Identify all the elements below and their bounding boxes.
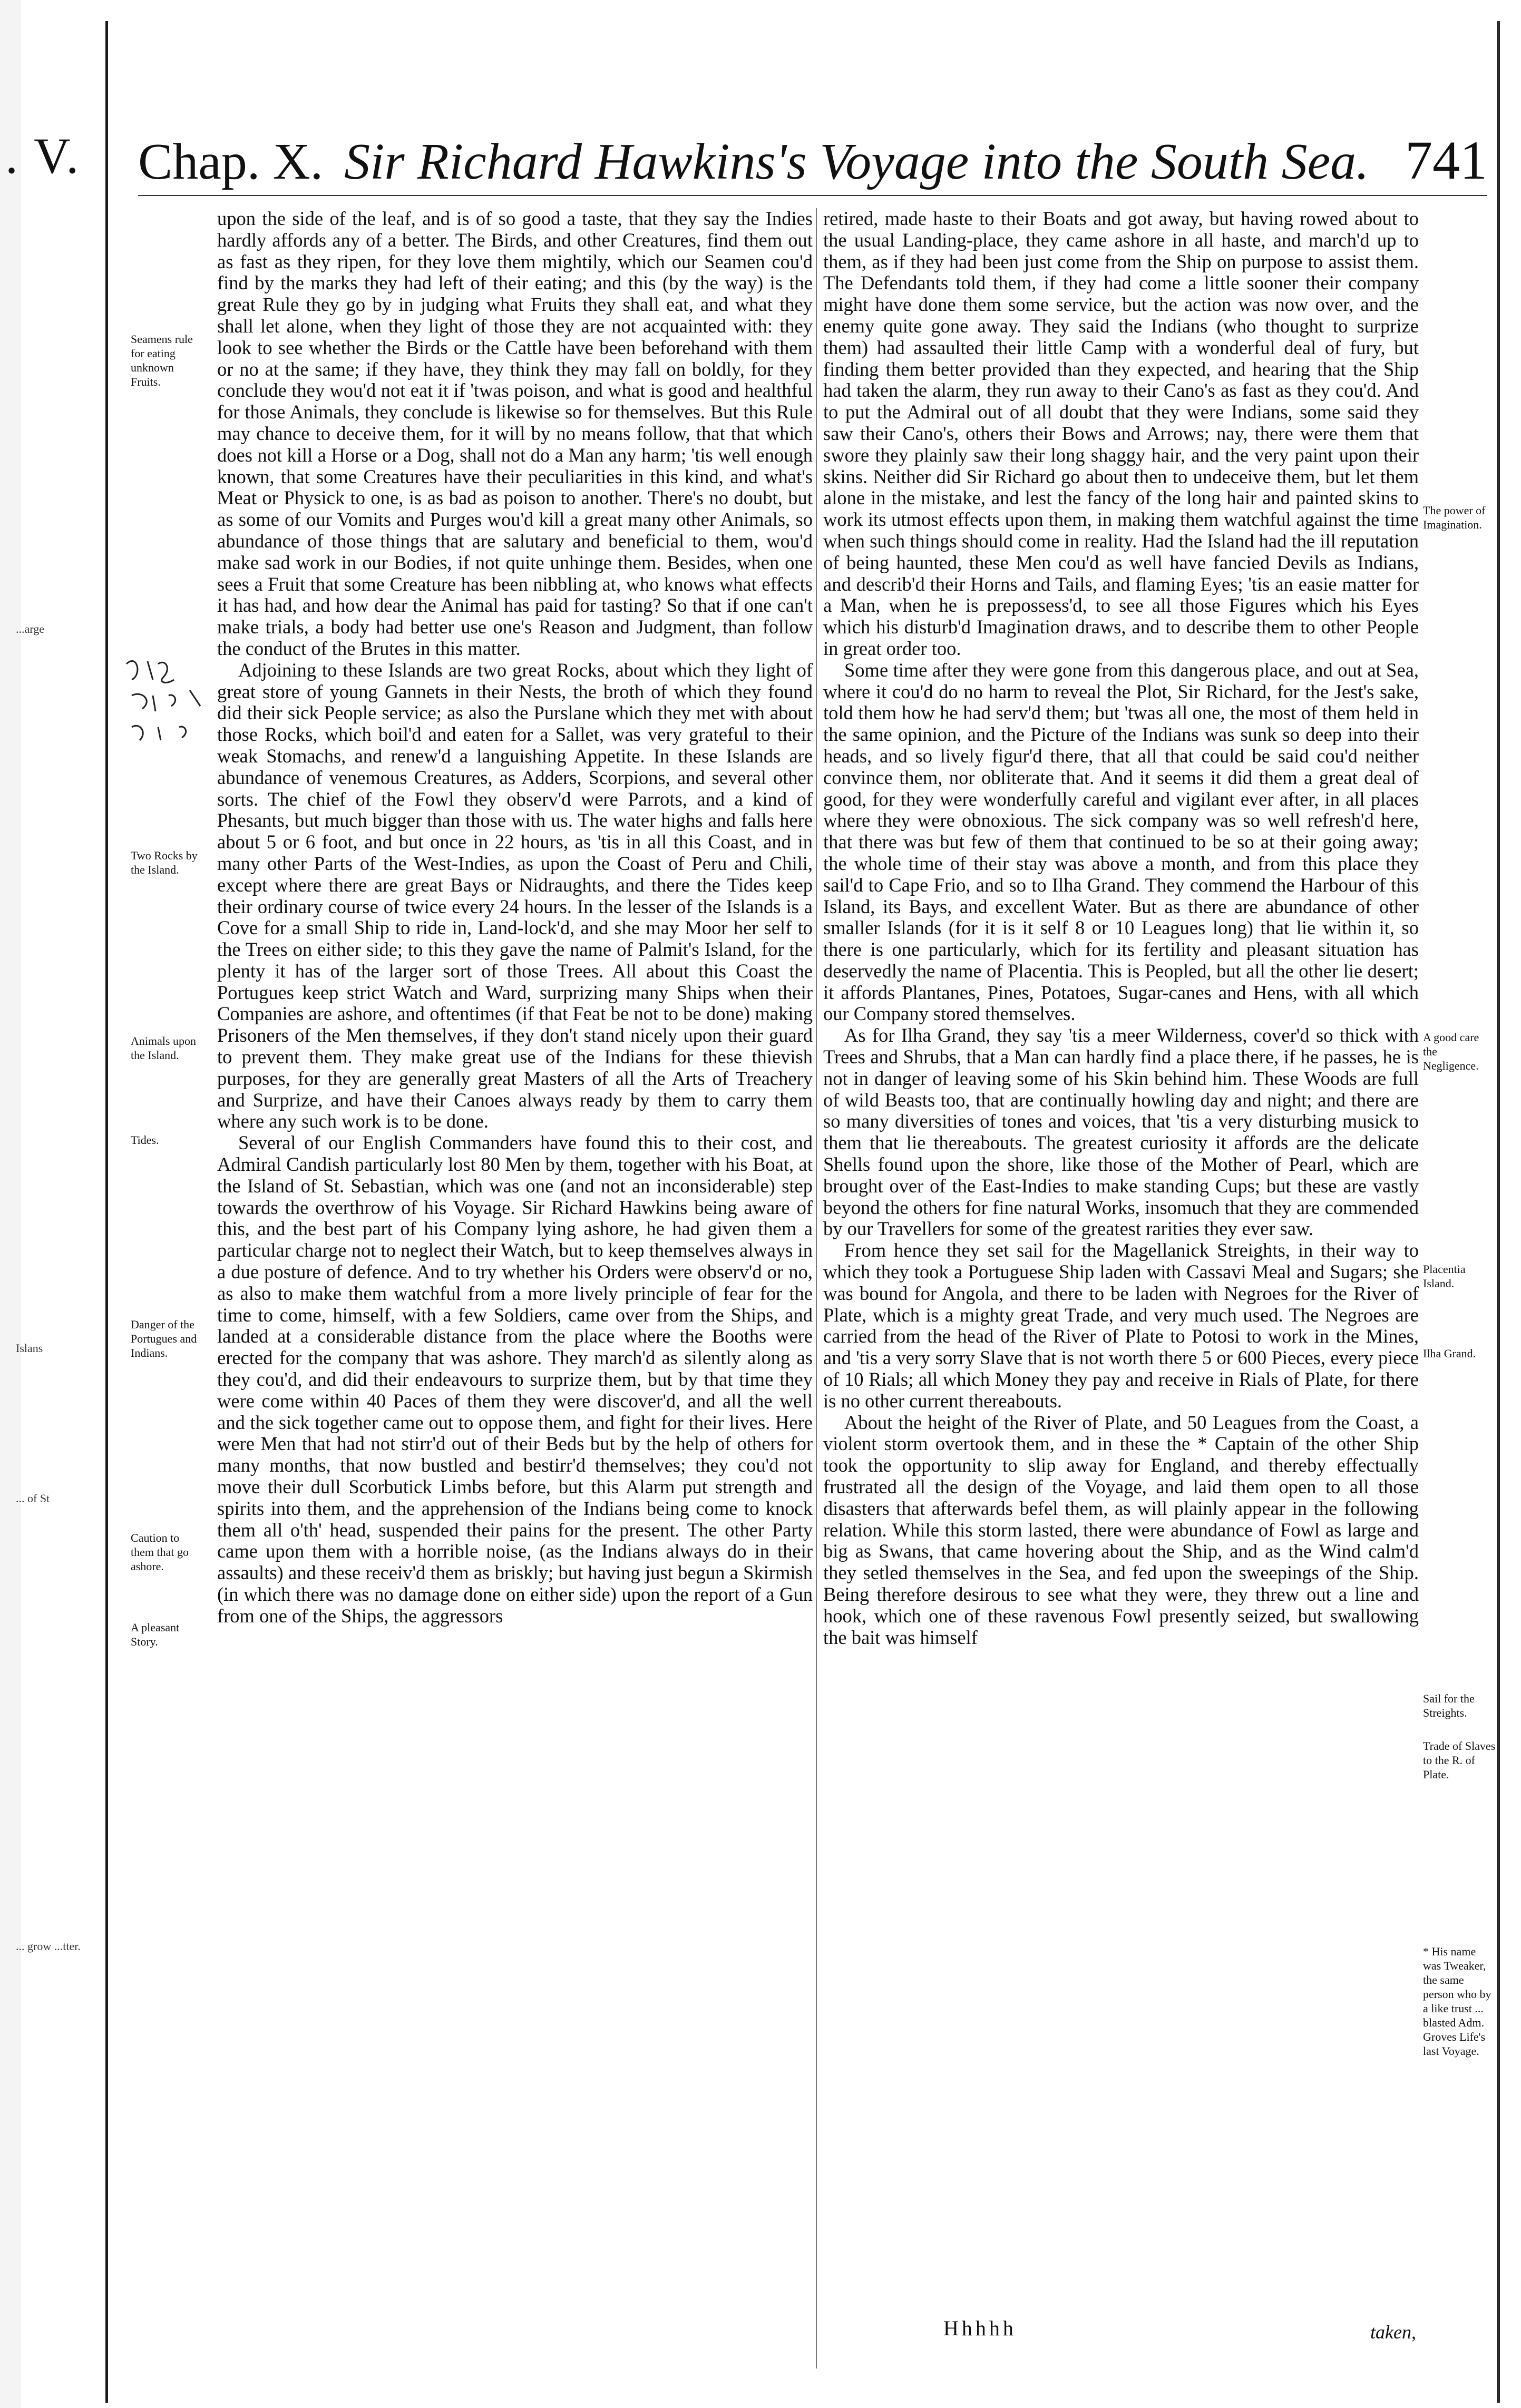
left-text-column <box>217 208 813 1627</box>
paragraph: As for Ilha Grand, they say 'tis a meer Wilderness, cover'd so thick with Trees and Shrubs, that a Man can hardly find a place there, if he passes, he is not in danger of leaving some of his Skin behind him. These Woods are full of wild Beasts too, that are continually howling day and night; and there are so many diversities of tones and voices, that 'tis a very disturbing musick to them that lie thereabouts. The greatest curiosity it affords are the delicate Shells found upon the shore, like those of the Mother of Pearl, which are brought over of the East-Indies to make standing Cups; but these are vastly beyond the others for fine natural Works, insomuch that they are commended by our Travellers for some of the greatest rarities they ever saw. <box>823 1024 1419 1240</box>
margin-note: A pleasant Story. <box>131 1621 180 1648</box>
margin-note: Placentia Island. <box>1423 1262 1466 1290</box>
margin-note: Seamens rule for eating unknown Fruits. <box>131 332 193 388</box>
left-stub: ...arge <box>16 622 44 635</box>
margin-note: Ilha Grand. <box>1423 1347 1476 1360</box>
header-rule <box>138 195 1487 196</box>
margin-note: A good care the Negligence. <box>1423 1031 1479 1072</box>
handwritten-annotation <box>121 653 216 759</box>
chapter-label: Chap. X. <box>138 133 324 190</box>
running-title: Sir Richard Hawkins's Voyage into the South Sea. <box>344 133 1369 190</box>
column-divider <box>816 208 817 2368</box>
margin-note: * His name was Tweaker, the same person who by a like trust ... blasted Adm. Groves Life's last Voyage. <box>1423 1945 1491 2058</box>
margin-note: Caution to them that go ashore. <box>131 1531 189 1573</box>
paragraph: Some time after they were gone from this dangerous place, and out at Sea, where it cou'd do no harm to reveal the Plot, Sir Richard, for the Jest's sake, told them how he had serv'd them; but 'twas all one, the most of them held in the same opinion, and the Picture of the Indians was sunk so deep into their heads, and so lively figur'd there, that all that could be said cou'd neither convince them, nor obliterate that. And it seems it did them a great deal of good, for they were wonderfully careful and vigilant ever after, in all places where they were obnoxious. The sick company was so well refresh'd here, that there was but few of them that continued to be so at their going away; the whole time of their stay was above a month, and from this place they sail'd to Cape Frio, and so to Ilha Grand. They commend the Harbour of this Island, its Bays, and excellent Water. But as there are abundance of other smaller Islands (for it is it self 8 or 10 Leagues long) that lie within it, so there is one particularly, which for its fertility and pleasant situation has deservedly the name of Placentia. This is Peopled, but all the other lie desert; it affords Plantanes, Pines, Potatoes, Sugar-canes and Hens, with all which our Company stored themselves. <box>823 659 1419 1025</box>
margin-note: Two Rocks by the Island. <box>131 849 198 876</box>
paragraph: retired, made haste to their Boats and got away, but having rowed about to the usual Landing-place, they came ashore in all haste, and march'd up to them, as if they had been just come from the Ship on purpose to assist them. The Defendants told them, if they had come a little sooner their company might have done them some service, but the action was now over, and the enemy quite gone away. They said the Indians (who thought to surprize them) had assaulted their little Camp with a wonderful deal of fury, but finding them better provided than they expected, and hearing that the Ship had taken the alarm, they run away to their Cano's as fast as they cou'd. And to put the Admiral out of all doubt that they were Indians, some said they saw their Cano's, others their Bows and Arrows; nay, there were them that swore they plainly saw their long shaggy hair, and the very paint upon their skins. Neither did Sir Richard go about then to undeceive them, but let them alone in the mistake, and lest the fancy of the long hair and painted skins to work its utmost effects upon them, in making them watchful against the time when such things should come in reality. Had the Island had the ill reputation of being haunted, these Men cou'd as well have fancied Devils as Indians, and describ'd their Horns and Tails, and flaming Eyes; 'tis an easie matter for a Man, when he is prepossess'd, to see all those Figures which his Eyes which his disturb'd Imagination draws, and to describe them to other People in great order too. <box>823 208 1419 659</box>
margin-note: Tides. <box>131 1133 159 1147</box>
margin-note: Sail for the Streights. <box>1423 1692 1475 1719</box>
right-text-column <box>823 208 1419 1648</box>
left-stub: Islans <box>16 1342 43 1355</box>
margin-note: The power of Imagination. <box>1423 504 1486 531</box>
margin-note: Animals upon the Island. <box>131 1034 197 1062</box>
signature-mark: Hhhhh <box>943 2316 1017 2340</box>
paragraph: Adjoining to these Islands are two great Rocks, about which they light of great store of young Gannets in their Nests, the broth of which they found did their sick People service; as also the Purslane which they met with about those Rocks, which boil'd and eaten for a Sallet, was very grateful to their weak Stomachs, and renew'd a languishing Appetite. In these Islands are abundance of venemous Creatures, as Adders, Scorpions, and several other sorts. The chief of the Fowl they observ'd were Parrots, and a kind of Phesants, but much bigger than those with us. The water highs and falls here about 5 or 6 foot, and but once in 22 hours, as 'tis in all this Coast, and in many other Parts of the West-Indies, as upon the Coast of Peru and Chili, except where there are great Bays or Nidraughts, and there the Tides keep their ordinary course of twice every 24 hours. In the lesser of the Islands is a Cove for a small Ship to ride in, Land-lock'd, and she may Moor her self to the Trees on either side; to this they gave the name of Palmit's Island, for the plenty it has of the larger sort of those Trees. All about this Coast the Portugues keep strict Watch and Ward, surprizing many Ships when their Companies are ashore, and oftentimes (if that Feat be not to be done) making Prisoners of the Men themselves, if they don't stand nicely upon their guard to prevent them. They make great use of the Indians for these thievish purposes, for they are generally great Masters of all the Arts of Treachery and Surprize, and have their Canoes always ready by them to carry them where any such work is to be done. <box>217 659 813 1132</box>
paragraph: About the height of the River of Plate, and 50 Leagues from the Coast, a violent storm overtook them, and in these the * Captain of the other Ship took the opportunity to slip away for England, and thereby effectually frustrated all the design of the Voyage, and laid them open to all those disasters that afterwards befel them, as will plainly appear in the following relation. While this storm lasted, there were abundance of Fowl as large and big as Swans, that came hovering about the Ship, and as the Wind calm'd they setled themselves in the Sea, and fed upon the sweepings of the Ship. Being therefore desirous to see what they were, they threw out a line and hook, which one of these ravenous Fowl presently seized, but swallowing the bait was himself <box>823 1411 1419 1648</box>
left-stub: ... grow ...tter. <box>16 1940 81 1953</box>
paragraph: From hence they set sail for the Magellanick Streights, in their way to which they took a Portuguese Ship laden with Cassavi Meal and Sugars; she was bound for Angola, and there to be laden with Negroes for the River of Plate, which is a mighty great Trade, and very much used. The Negroes are carried from the head of the River of Plate to Potosi to work in the Mines, and 'tis a very sorry Slave that is not worth there 5 or 600 Pieces, every piece of 10 Rials; all which Money they pay and receive in Rials of Plate, for there is no other current thereabouts. <box>823 1239 1419 1412</box>
running-header <box>138 129 1487 192</box>
left-frame-line <box>105 21 108 2403</box>
paragraph: upon the side of the leaf, and is of so good a taste, that they say the Indies hardly affords any of a better. The Birds, and other Creatures, find them out as fast as they ripen, for they love them mightily, which our Seamen cou'd find by the marks they had left of their eating; and this (by the way) is the great Rule they go by in judging what Fruits they shall eat, and what they shall let alone, when they light of those they are not acquainted with: they look to see whether the Birds or the Cattle have been beforehand with them or no at the same; if they have, they think they may fall on boldly, for they conclude they wou'd not eat it if 'twas poison, and what is good and healthful for those Animals, they conclude is likewise so for themselves. But this Rule may chance to deceive them, for it will by no means follow, that that which does not kill a Horse or a Dog, shall not do a Man any harm; 'tis well enough known, that some Creatures have their peculiarities in this kind, and what's Meat or Physick to one, is as bad as poison to another. There's no doubt, but as some of our Vomits and Purges wou'd kill a great many other Animals, so abundance of those things that are salutary and beneficial to them, wou'd make sad work in our Bodies, if not quite unhinge them. Besides, when one sees a Fruit that some Creature has been nibbling at, who knows what effects it has had, and how dear the Animal has paid for tasting? So that if one can't make trials, a body had better use one's Reason and Judgment, than follow the conduct of the Brutes in this matter. <box>217 208 813 659</box>
catchword: taken, <box>1370 2322 1416 2343</box>
margin-note: Trade of Slaves to the R. of Plate. <box>1423 1739 1496 1781</box>
paragraph: Several of our English Commanders have found this to their cost, and Admiral Candish particularly lost 80 Men by them, together with his Boat, at the Island of St. Sebastian, which was one (and not an inconsiderable) step towards the overthrow of his Voyage. Sir Richard Hawkins being aware of this, and the best part of his Company lying ashore, he had given them a particular charge not to neglect their Watch, but to keep themselves always in a due posture of defence. And to try whether his Orders were observ'd or no, as also to make them watchful from a more lively principle of fear for the time to come, himself, with a few Soldiers, came over from the Ships, and landed at a considerable distance from the place where the Booths were erected for the company that was ashore. They march'd as silently along as they cou'd, and did their endeavours to surprize them, but by that time they were come within 40 Paces of them they were discover'd, and all the well and the sick together came out to oppose them, and fight for their lives. Here were Men that had not stirr'd out of their Beds but by the help of others for many months, that now bustled and bestirr'd themselves; they cou'd not move their dull Scorbutick Limbs before, but this Alarm put strength and spirits into them, and the apprehension of the Indians being come to knock them all o'th' head, suspended their pains for the present. The other Party came upon them with a horrible noise, (as the Indians always do in their assaults) and these receiv'd them as briskly; but having just begun a Skirmish (in which there was no damage done on either side) upon the report of a Gun from one of the Ships, the aggressors <box>217 1132 813 1627</box>
right-frame-line <box>1497 21 1500 2403</box>
left-stub: ... of St <box>16 1492 50 1505</box>
page-number: 741 <box>1405 130 1487 191</box>
page-edge-shadow <box>0 0 21 2408</box>
margin-note: Danger of the Portugues and Indians. <box>131 1318 197 1359</box>
previous-page-header-fragment: . V. <box>5 128 81 184</box>
